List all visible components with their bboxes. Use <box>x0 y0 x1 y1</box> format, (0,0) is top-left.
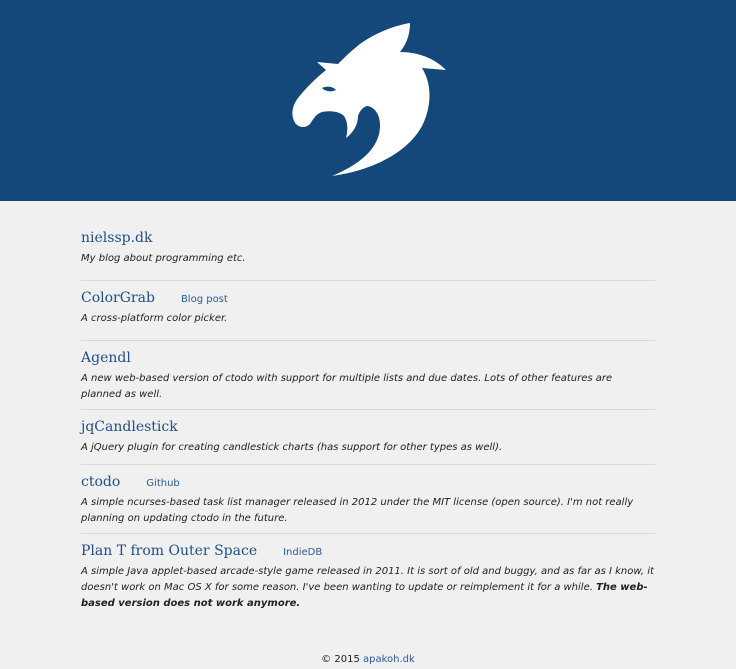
notice-text: The web-based version does not work anymore. <box>81 582 648 609</box>
copyright-text: © 2015 <box>321 654 360 665</box>
project-description: A jQuery plugin for creating candlestick charts (has support for other types as well). <box>81 442 503 453</box>
indiedb-link[interactable]: IndieDB <box>283 547 323 558</box>
project-description: My blog about programming etc. <box>81 253 246 264</box>
project-description <box>81 564 655 612</box>
project-title-link[interactable]: Agendl <box>81 350 131 366</box>
footer <box>0 654 736 665</box>
project-entry <box>81 410 655 465</box>
project-title-link[interactable]: ctodo <box>81 474 121 490</box>
project-title-link[interactable]: jqCandlestick <box>81 419 178 435</box>
project-title-link[interactable]: Plan T from Outer Space <box>81 543 258 559</box>
project-title-link[interactable]: nielssp.dk <box>81 230 153 246</box>
project-entry <box>81 281 655 341</box>
project-description: A cross-platform color picker. <box>81 313 228 324</box>
project-title-link[interactable]: ColorGrab <box>81 290 155 306</box>
footer-site-link[interactable]: apakoh.dk <box>363 654 415 665</box>
dragon-head-icon <box>282 20 452 182</box>
github-link[interactable]: Github <box>146 478 180 489</box>
project-description: A new web-based version of ctodo with support for multiple lists and due dates. Lots of other features are planned as well. <box>81 373 613 400</box>
project-entry <box>81 341 655 410</box>
project-entry <box>81 465 655 534</box>
project-entry <box>81 534 655 612</box>
description-text: A simple Java applet-based arcade-style game released in 2011. It is sort of old and buggy, and as far as I know, it doesn't work on Mac OS X for some reason. I've been wanting to update or reimplement it for a while. <box>81 566 654 593</box>
project-list <box>81 230 655 612</box>
project-entry <box>81 230 655 281</box>
project-description: A simple ncurses-based task list manager released in 2012 under the MIT license (open source). I'm not really planning on updating ctodo in the future. <box>81 497 634 524</box>
blog-post-link[interactable]: Blog post <box>180 294 228 305</box>
header-banner <box>0 0 736 201</box>
